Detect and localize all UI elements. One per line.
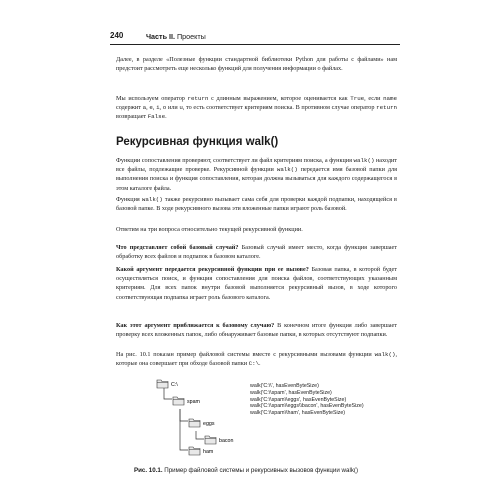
text-run: также рекурсивно вызывает сама себя для проверки каждой подпапки, находящейся в базовой папке. В ходе рекурсивного вызова эти вложенные папки играют роль базовой. bbox=[116, 196, 397, 213]
walk-call-line: walk('C:\\spam', hasEvenByteSize) bbox=[250, 389, 332, 396]
question-bold: Какой аргумент передается рекурсивной функции при ее вызове? bbox=[116, 266, 309, 273]
part-title bbox=[146, 32, 206, 41]
code-vowel: e bbox=[149, 104, 153, 112]
folder-icon bbox=[173, 397, 184, 405]
text-run: , bbox=[146, 104, 150, 112]
text-run: находит все файлы, подлежащие проверке. Рекурсивной функции bbox=[116, 157, 397, 174]
text-run: передается имя базовой папки для выполнения поиска и функция сопоставления, которая должна вызываться для каждого содержащегося в этом каталоге файла. bbox=[116, 166, 397, 192]
code-path: C:\ bbox=[248, 360, 260, 368]
code-name: name bbox=[383, 95, 397, 102]
text-run: . bbox=[165, 113, 167, 121]
text-run: , которые она совершает при обходе базовой папки bbox=[116, 351, 397, 368]
header-rule bbox=[110, 44, 400, 45]
paragraph-intro: Далее, в разделе «Полезные функции стандартной библиотеки Python для работы с файлами» нам предстоит рассмотреть еще несколько функций для получения информации о файлах. bbox=[116, 56, 397, 73]
text-run: возвращает bbox=[116, 113, 148, 121]
text-run: Мы используем оператор bbox=[116, 95, 188, 102]
paragraph-walk-intro bbox=[116, 156, 397, 193]
code-walk: walk() bbox=[374, 351, 396, 358]
paragraph-walk-recursion bbox=[116, 195, 397, 213]
running-header bbox=[110, 31, 400, 43]
text-run: На рис. 10.1 показан пример файловой системы вместе с рекурсивными вызовами функции bbox=[116, 351, 375, 358]
figure-caption-text: Пример файловой системы и рекурсивных вызовов функции walk() bbox=[162, 467, 359, 474]
folder-icon bbox=[189, 447, 200, 455]
paragraph-figure-ref bbox=[116, 350, 397, 368]
text-run: В конечном итоге функция либо завершает проверку всех вложенных папок, либо обнаруживает базовые папки, в которых отсутствуют подпапки. bbox=[116, 322, 397, 339]
tree-connector bbox=[164, 387, 172, 399]
text-run: или bbox=[166, 104, 180, 112]
code-walk: walk() bbox=[276, 166, 298, 174]
code-return: return bbox=[187, 95, 209, 102]
text-run: , bbox=[159, 104, 163, 112]
text-run: Функция bbox=[116, 196, 142, 203]
paragraph-return bbox=[116, 94, 397, 122]
walk-call-line: walk('C:\\', hasEvenByteSize) bbox=[250, 383, 319, 389]
folder-label-root: C:\ bbox=[171, 382, 178, 388]
part-name: Проекты bbox=[174, 32, 206, 41]
folder-label-spam: spam bbox=[187, 399, 200, 405]
text-run: . bbox=[259, 360, 261, 368]
folder-icon bbox=[157, 380, 168, 388]
code-walk: walk() bbox=[353, 157, 375, 164]
code-true: True bbox=[350, 95, 365, 102]
walk-call-line: walk('C:\\spam\\eggs\\bacon', hasEvenByteSize) bbox=[250, 403, 364, 410]
walk-call-line: walk('C:\\spam\\eggs', hasEvenByteSize) bbox=[250, 396, 347, 403]
code-false: False bbox=[147, 113, 166, 121]
text-run: , если bbox=[364, 95, 384, 102]
text-run: , bbox=[152, 104, 157, 112]
part-label: Часть II. bbox=[146, 32, 175, 41]
code-vowel: o bbox=[162, 104, 167, 112]
text-run: , то есть соответствует критериям поиска. В противном случае оператор bbox=[182, 104, 377, 112]
code-return: return bbox=[376, 104, 398, 112]
question-bold: Что представляет собой базовый случай? bbox=[116, 244, 239, 251]
page-number: 240 bbox=[110, 31, 124, 40]
walk-call-line: walk('C:\\spam\\ham', hasEvenByteSize) bbox=[250, 410, 346, 417]
text-run: содержит bbox=[116, 104, 143, 112]
figure-number: Рис. 10.1. bbox=[134, 467, 163, 474]
paragraph-approach bbox=[116, 321, 397, 339]
section-heading: Рекурсивная функция walk() bbox=[116, 136, 279, 148]
paragraph-base-case bbox=[116, 243, 397, 261]
walk-calls-list bbox=[250, 383, 364, 417]
code-walk: walk() bbox=[141, 196, 163, 203]
code-vowel: a bbox=[142, 104, 147, 112]
paragraph-three-questions: Ответим на три вопроса относительно текущей рекурсивной функции. bbox=[116, 226, 303, 233]
text-run: с длинным выражением, которое оценивается как bbox=[208, 95, 351, 102]
paragraph-argument bbox=[116, 265, 397, 302]
code-vowel: i bbox=[156, 104, 160, 112]
folder-label-ham: ham bbox=[203, 449, 214, 455]
tree-connector bbox=[180, 409, 188, 421]
figure-caption bbox=[134, 467, 358, 474]
question-bold: Как этот аргумент приближается к базовому случаю? bbox=[116, 322, 275, 329]
text-run: Базовая папка, в которой будет осуществляться поиск, и функция сопоставления для поиска файлов, соответствующих указанным критериям. Для всех папок внутри базовой выполняется рекурсивный вызов, в ходе которого соответствующая подпапка играет роль базового каталога. bbox=[116, 266, 397, 301]
folder-label-bacon: bacon bbox=[219, 438, 234, 444]
folder-icon bbox=[189, 419, 200, 427]
tree-connector bbox=[180, 409, 188, 450]
text-run: Функции сопоставления проверяют, соответствует ли файл критериям поиска, а функция bbox=[116, 157, 354, 164]
text-run: Базовый случай имеет место, когда функция завершает обработку всех файлов и подпапок в базовом каталоге. bbox=[116, 244, 398, 261]
tree-connector bbox=[196, 431, 204, 439]
folder-label-eggs: eggs bbox=[203, 421, 215, 427]
code-vowel: u bbox=[179, 104, 183, 112]
folder-icon bbox=[205, 436, 216, 444]
